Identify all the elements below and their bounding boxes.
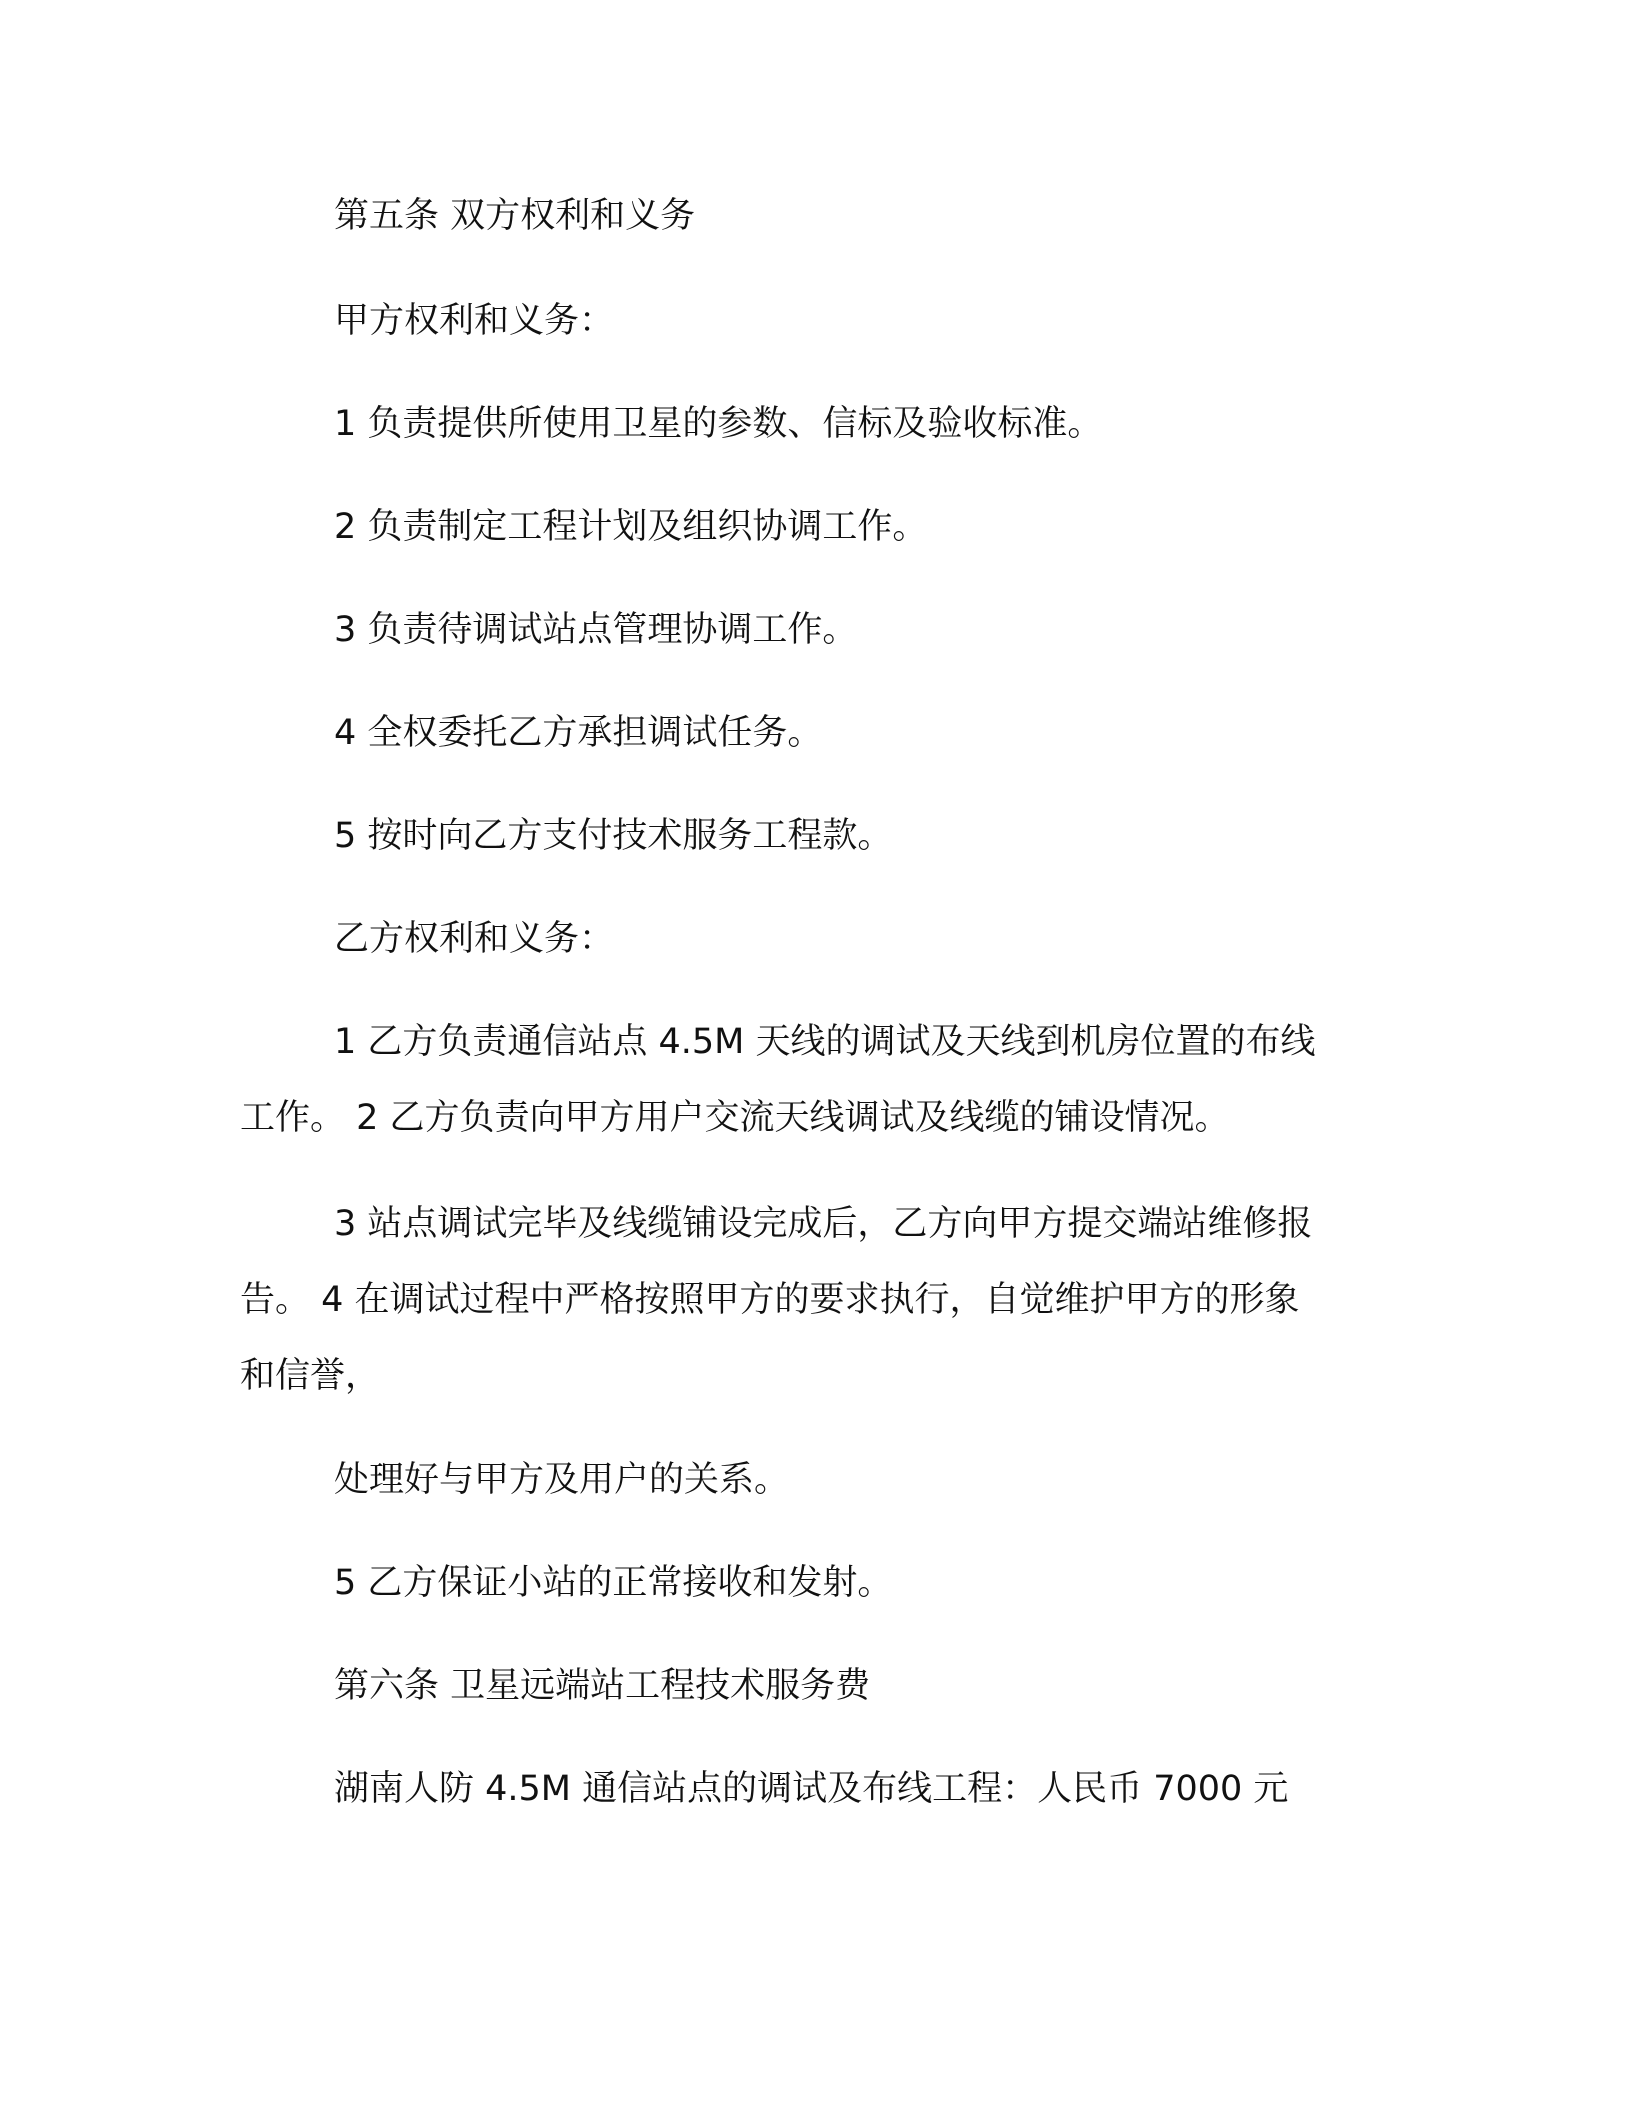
party-a-item-5: 5 按时向乙方支付技术服务工程款。 [334,816,893,856]
party-b-item-1-2 [240,1004,1390,1156]
party-a-item-4: 4 全权委托乙方承担调试任务。 [334,713,823,753]
paragraph-line: 和信誉， [240,1356,381,1396]
party-b-item-3-4 [240,1186,1390,1414]
party-a-heading: 甲方权利和义务： [334,301,615,341]
service-fee-line: 湖南人防 4.5M 通信站点的调试及布线工程：人民币 7000 元 [334,1769,1289,1809]
paragraph-line: 1 乙方负责通信站点 4.5M 天线的调试及天线到机房位置的布线 [334,1022,1316,1062]
article-5-heading: 第五条 双方权利和义务 [334,196,696,236]
paragraph-line: 告。 4 在调试过程中严格按照甲方的要求执行，自觉维护甲方的形象 [240,1280,1300,1320]
party-a-item-3: 3 负责待调试站点管理协调工作。 [334,610,858,650]
party-b-item-5: 5 乙方保证小站的正常接收和发射。 [334,1563,893,1603]
article-6-heading: 第六条 卫星远端站工程技术服务费 [334,1666,871,1706]
paragraph-line: 3 站点调试完毕及线缆铺设完成后，乙方向甲方提交端站维修报 [334,1204,1313,1244]
party-b-heading: 乙方权利和义务： [334,919,615,959]
paragraph-line: 工作。 2 乙方负责向甲方用户交流天线调试及线缆的铺设情况。 [240,1098,1230,1138]
party-a-item-2: 2 负责制定工程计划及组织协调工作。 [334,507,928,547]
party-b-item-4-cont: 处理好与甲方及用户的关系。 [334,1460,790,1500]
party-a-item-1: 1 负责提供所使用卫星的参数、信标及验收标准。 [334,404,1103,444]
